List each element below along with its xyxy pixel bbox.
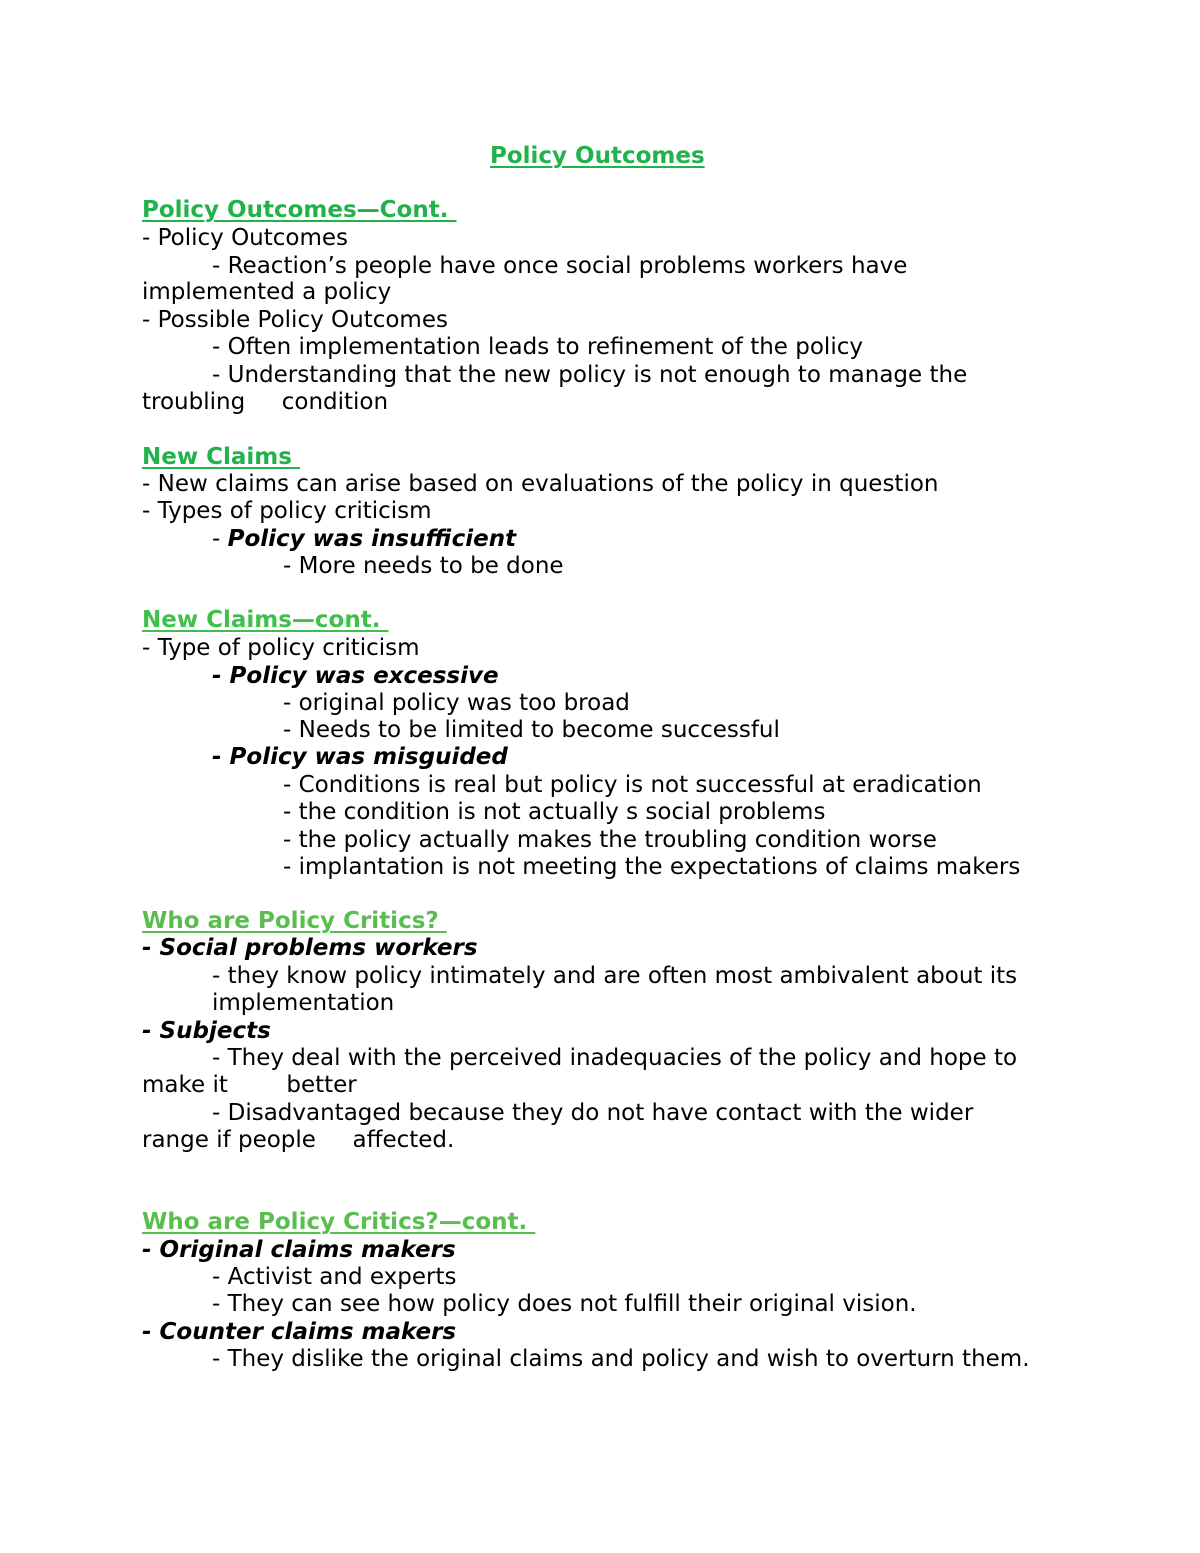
text-line: implemented a policy <box>142 279 392 305</box>
text-line: - Policy Outcomes <box>142 225 349 251</box>
text-line: - Type of policy criticism <box>142 635 420 661</box>
text-line: - Types of policy criticism <box>142 498 432 524</box>
text-line: - original policy was too broad <box>283 690 630 716</box>
page-title: Policy Outcomes <box>490 143 705 169</box>
dash-prefix: - <box>212 526 228 552</box>
text-line <box>212 525 516 553</box>
text-line: - implantation is not meeting the expectations of claims makers <box>283 854 1021 880</box>
bold-italic-term: - Policy was misguided <box>212 744 508 770</box>
text-line: - Often implementation leads to refinement of the policy <box>212 334 863 360</box>
text-line: - Reaction’s people have once social problems workers have <box>212 253 908 279</box>
text-line: - Needs to be limited to become successful <box>283 717 780 743</box>
bold-italic-term: - Original claims makers <box>142 1237 456 1263</box>
text-line: - Possible Policy Outcomes <box>142 307 448 333</box>
bold-italic-term: - Subjects <box>142 1018 271 1044</box>
text-line: - New claims can arise based on evaluations of the policy in question <box>142 471 939 497</box>
section-heading-new-claims-cont: New Claims—cont. <box>142 607 389 633</box>
text-line: - they know policy intimately and are often most ambivalent about its <box>212 963 1018 989</box>
text-line: - Understanding that the new policy is not enough to manage the <box>212 362 968 388</box>
text-line: - Conditions is real but policy is not successful at eradication <box>283 772 982 798</box>
bold-italic-term: - Counter claims makers <box>142 1319 457 1345</box>
bold-italic-term: Policy was insufficient <box>227 526 517 552</box>
text-line: - They dislike the original claims and policy and wish to overturn them. <box>212 1346 1030 1372</box>
section-heading-who-are-policy-critics-cont: Who are Policy Critics?—cont. <box>142 1209 536 1235</box>
section-heading-policy-outcomes-cont: Policy Outcomes—Cont. <box>142 197 457 223</box>
text-line: - the condition is not actually s social problems <box>283 799 826 825</box>
text-line: - Disadvantaged because they do not have contact with the wider <box>212 1100 974 1126</box>
text-line: troubling condition <box>142 389 389 415</box>
text-line: - More needs to be done <box>283 553 564 579</box>
text-line: make it better <box>142 1072 357 1098</box>
text-line: - They deal with the perceived inadequacies of the policy and hope to <box>212 1045 1018 1071</box>
text-line: range if people affected. <box>142 1127 455 1153</box>
bold-italic-term: - Social problems workers <box>142 935 478 961</box>
text-line: - the policy actually makes the troubling condition worse <box>283 827 937 853</box>
text-line: - They can see how policy does not fulfill their original vision. <box>212 1291 917 1317</box>
bold-italic-term: - Policy was excessive <box>212 663 499 689</box>
section-heading-who-are-policy-critics: Who are Policy Critics? <box>142 908 447 934</box>
text-line: - Activist and experts <box>212 1264 457 1290</box>
text-line: implementation <box>212 990 395 1016</box>
section-heading-new-claims: New Claims <box>142 444 300 470</box>
